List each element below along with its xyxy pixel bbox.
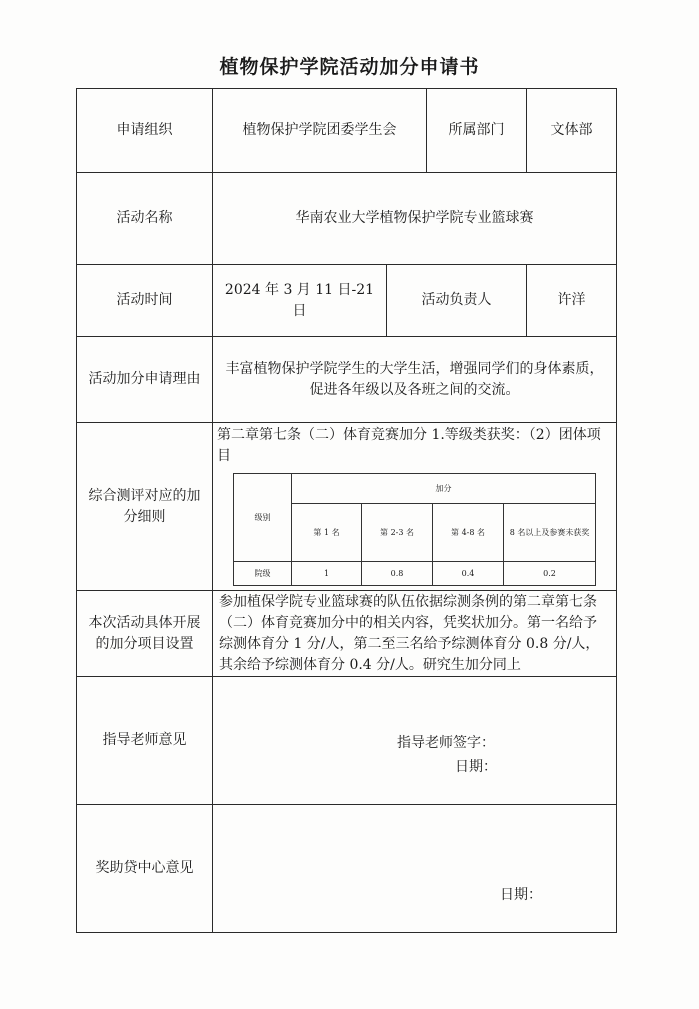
reason-value: 丰富植物保护学院学生的大学生活，增强同学们的身体素质，促进各年级以及各班之间的交流。	[213, 337, 617, 423]
row-reason	[77, 337, 617, 423]
score-table-value-4: 0.2	[504, 562, 596, 586]
name-label: 活动名称	[77, 173, 213, 265]
setting-value: 参加植保学院专业篮球赛的队伍依据综测条例的第二章第七条（二）体育竞赛加分中的相关内容，凭奖状加分。第一名给予综测体育分 1 分/人，第二至三名给予综测体育分 0.8 分/人，其余给予综测体育分 0.4 分/人。研究生加分同上	[213, 591, 617, 677]
row-scoring-rule	[77, 423, 617, 591]
time-value: 2024 年 3 月 11 日-21 日	[213, 265, 387, 337]
name-value: 华南农业大学植物保护学院专业篮球赛	[213, 173, 617, 265]
center-opinion-cell	[213, 805, 617, 933]
dept-label: 所属部门	[427, 89, 527, 173]
score-table-value-2: 0.8	[362, 562, 433, 586]
row-center-opinion	[77, 805, 617, 933]
teacher-opinion-cell	[213, 677, 617, 805]
score-table-score-header: 加分	[292, 474, 596, 504]
score-table-col-3: 第 4-8 名	[433, 504, 504, 562]
score-table-col-4: 8 名以上及参赛未获奖	[504, 504, 596, 562]
score-table	[233, 473, 596, 586]
score-table-level-header: 级别	[234, 474, 292, 562]
teacher-signature-label: 指导老师签字：	[397, 735, 495, 751]
score-table-col-1: 第 1 名	[292, 504, 362, 562]
rule-cell	[213, 423, 617, 591]
row-score-setting	[77, 591, 617, 677]
leader-value: 许洋	[527, 265, 617, 337]
row-teacher-opinion	[77, 677, 617, 805]
org-value: 植物保护学院团委学生会	[213, 89, 427, 173]
score-table-col-2: 第 2-3 名	[362, 504, 433, 562]
rule-label: 综合测评对应的加分细则	[77, 423, 213, 591]
setting-label: 本次活动具体开展的加分项目设置	[77, 591, 213, 677]
teacher-date-label: 日期：	[455, 759, 497, 775]
org-label: 申请组织	[77, 89, 213, 173]
score-table-value-1: 1	[292, 562, 362, 586]
application-form	[76, 88, 617, 933]
rule-value: 第二章第七条（二）体育竞赛加分 1.等级类获奖：（2）团体项目	[217, 427, 601, 464]
dept-value: 文体部	[527, 89, 617, 173]
document-title: 植物保护学院活动加分申请书	[219, 56, 480, 78]
time-label: 活动时间	[77, 265, 213, 337]
teacher-label: 指导老师意见	[77, 677, 213, 805]
row-activity-time	[77, 265, 617, 337]
center-label: 奖助贷中心意见	[77, 805, 213, 933]
score-table-value-3: 0.4	[433, 562, 504, 586]
score-table-row-level: 院级	[234, 562, 292, 586]
reason-label: 活动加分申请理由	[77, 337, 213, 423]
row-organization	[77, 89, 617, 173]
leader-label: 活动负责人	[387, 265, 527, 337]
center-date-label: 日期：	[500, 887, 542, 903]
row-activity-name	[77, 173, 617, 265]
